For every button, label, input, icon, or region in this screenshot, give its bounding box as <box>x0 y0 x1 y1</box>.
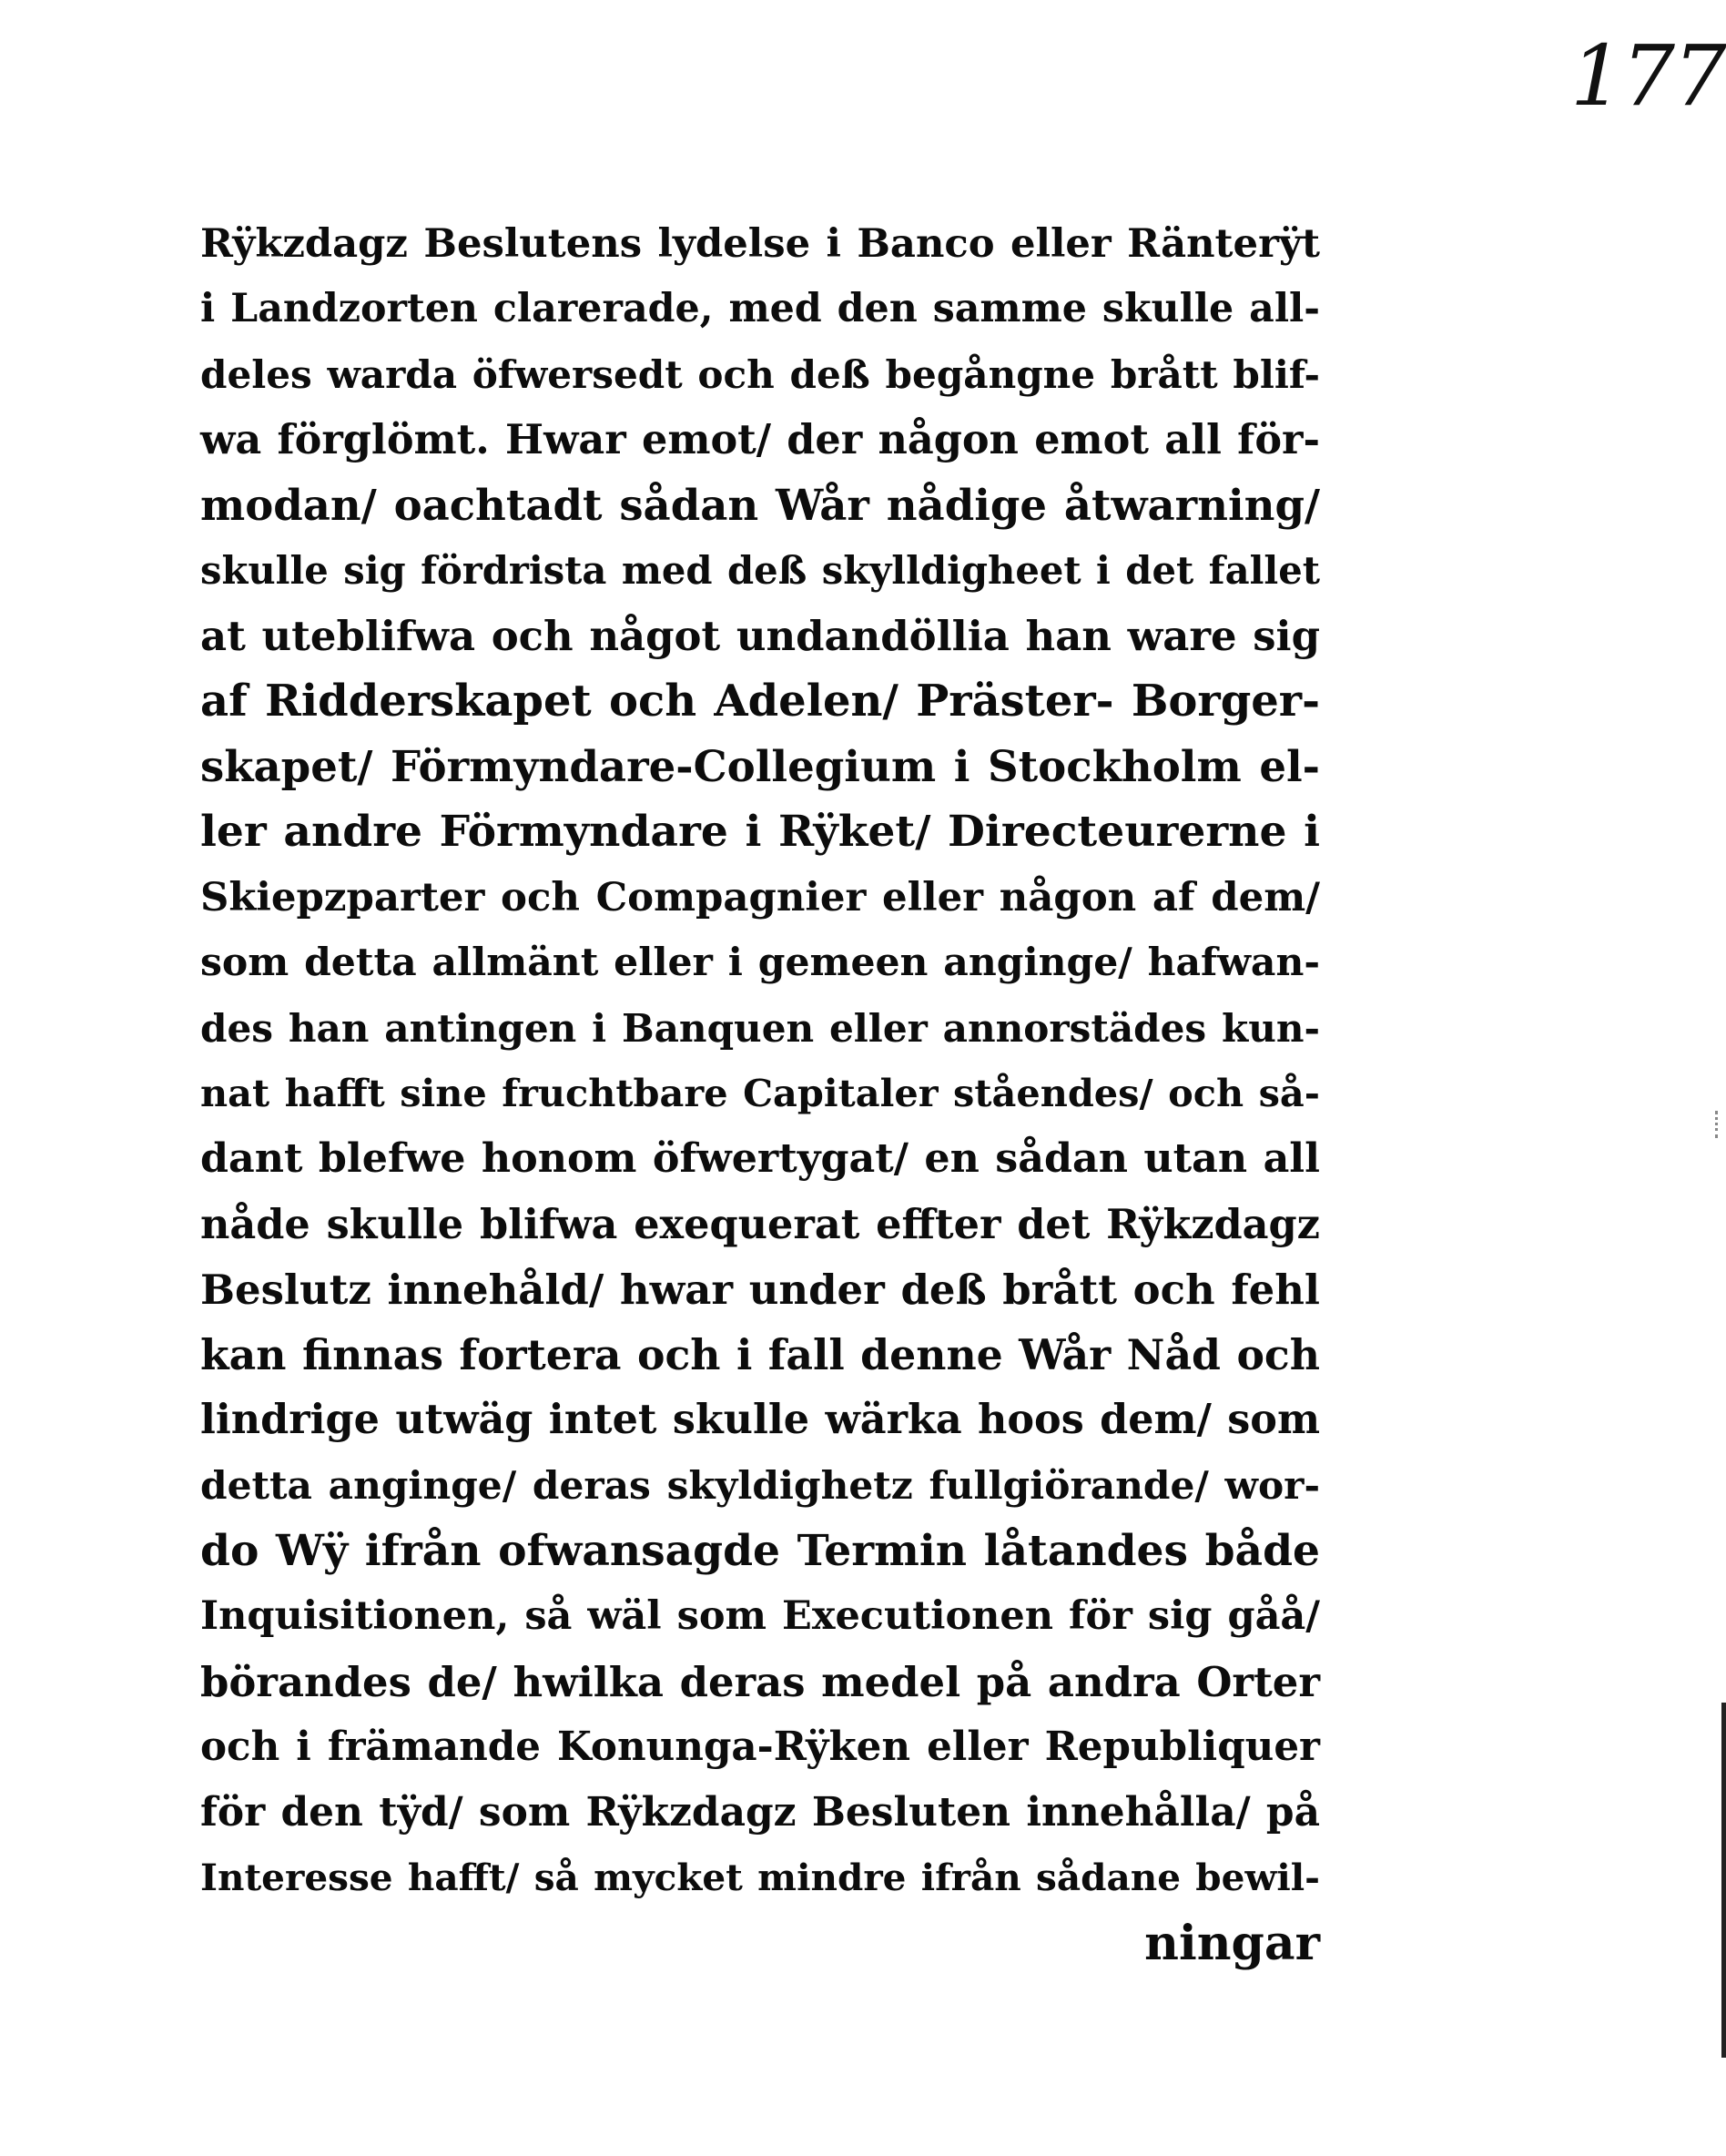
text-line: af Ridderskapet och Adelen/ Präster- Borger- <box>200 675 1320 727</box>
text-line: deles warda öfwersedt och deß begångne brått blif- <box>200 351 1320 397</box>
page-number: 177 <box>1570 27 1725 125</box>
text-line: dant blefwe honom öfwertygat/ en sådan utan all <box>200 1134 1320 1183</box>
text-line: do Wÿ ifrån ofwansagde Termin låtandes både <box>200 1525 1320 1576</box>
text-line: modan/ oachtadt sådan Wår nådige åtwarning/ <box>200 480 1320 531</box>
text-line: des han antingen i Banquen eller annorstädes kun- <box>200 1004 1320 1051</box>
text-line: nåde skulle blifwa exequerat effter det Rÿkzdagz <box>200 1199 1320 1248</box>
text-line: och i främande Konunga-Rÿken eller Republiquer <box>200 1724 1320 1771</box>
text-line: Skiepzparter och Compagnier eller någon af dem/ <box>200 873 1320 920</box>
text-line: at uteblifwa och något undandöllia han ware sig <box>200 611 1320 660</box>
text-line: kan finnas fortera och i fall denne Wår Nåd och <box>200 1329 1320 1379</box>
page-edge-shadow <box>1721 1703 1726 2058</box>
text-line: Rÿkzdagz Beslutens lydelse i Banco eller Ränterÿt <box>200 220 1320 267</box>
text-line: som detta allmänt eller i gemeen anginge/ hafwan- <box>200 939 1320 985</box>
text-line: Beslutz innehåld/ hwar under deß brått och fehl <box>200 1265 1320 1314</box>
text-line: i Landzorten clarerade, med den samme skulle all- <box>200 285 1320 331</box>
text-line: skulle sig fördrista med deß skylldigheet i det fallet <box>200 547 1320 593</box>
text-line: Inquisitionen, så wäl som Executionen för sig gåå/ <box>200 1592 1320 1639</box>
text-line: detta anginge/ deras skyldighetz fullgiörande/ wor- <box>200 1462 1320 1509</box>
text-line: för den tÿd/ som Rÿkzdagz Besluten innehålla/ på <box>200 1789 1320 1836</box>
catchword: ningar <box>1144 1915 1320 1971</box>
page-edge-specks <box>1715 1111 1721 1138</box>
text-line: ler andre Förmyndare i Rÿket/ Directeurerne i <box>200 807 1320 858</box>
text-line: börandes de/ hwilka deras medel på andra Orter <box>200 1657 1320 1706</box>
text-line: nat hafft sine fruchtbare Capitaler ståendes/ och så- <box>200 1071 1320 1116</box>
body-text <box>200 211 1320 1977</box>
text-line: wa förglömt. Hwar emot/ der någon emot all för- <box>200 415 1320 464</box>
text-line: Interesse hafft/ så mycket mindre ifrån sådane bewil- <box>200 1855 1320 1899</box>
text-line: lindrige utwäg intet skulle wärka hoos dem/ som <box>200 1396 1320 1444</box>
text-line: skapet/ Förmyndare-Collegium i Stockholm el- <box>200 741 1320 792</box>
